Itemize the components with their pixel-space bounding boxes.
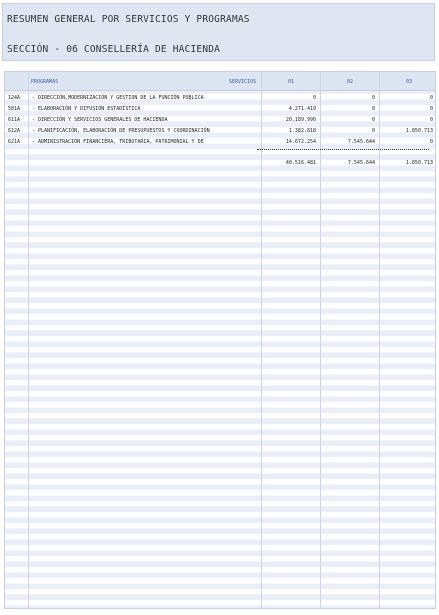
table-row — [5, 137, 435, 148]
column-divider — [379, 72, 380, 608]
value-03: 0 — [429, 117, 433, 123]
program-description: - PLANIFICACIÓN, ELABORACIÓN DE PRESUPUESTOS Y COORDINACIÓN — [32, 128, 210, 134]
value-03: 0 — [429, 106, 433, 112]
value-01: 1.382.818 — [288, 128, 316, 134]
program-code: 621A — [8, 139, 21, 145]
value-01: 0 — [312, 95, 316, 101]
table-row — [5, 126, 435, 137]
value-02: 0 — [371, 128, 375, 134]
table-header — [5, 72, 435, 91]
header-col-01: 01 — [288, 79, 295, 85]
header-servicios: SERVICIOS — [229, 79, 257, 85]
totals-row — [5, 158, 435, 169]
program-code: 124A — [8, 95, 21, 101]
value-02: 0 — [371, 95, 375, 101]
value-02: 0 — [371, 117, 375, 123]
value-01: 4.271.419 — [288, 106, 316, 112]
value-02: 0 — [371, 106, 375, 112]
program-description: - ELABORACIÓN Y DIFUSIÓN ESTADÍSTICA — [32, 106, 141, 112]
report-title: RESUMEN GENERAL POR SERVICIOS Y PROGRAMAS — [7, 14, 250, 25]
summary-table — [4, 71, 436, 609]
header-programas: PROGRAMAS — [31, 79, 59, 85]
table-row — [5, 104, 435, 115]
header-col-03: 03 — [406, 79, 413, 85]
total-02: 7.545.644 — [347, 160, 375, 166]
program-code: 612A — [8, 128, 21, 134]
value-01: 20.189.990 — [285, 117, 316, 123]
value-03: 1.850.713 — [405, 128, 433, 134]
table-row — [5, 115, 435, 126]
total-03: 1.850.713 — [405, 160, 433, 166]
column-divider — [320, 72, 321, 608]
value-03: 0 — [429, 95, 433, 101]
value-02: 7.545.644 — [347, 139, 375, 145]
header-col-02: 02 — [347, 79, 354, 85]
program-code: 611A — [8, 117, 21, 123]
value-01: 14.672.254 — [285, 139, 316, 145]
program-code: 581A — [8, 106, 21, 112]
program-description: - DIRECCIÓN,MODERNIZACIÓN Y GESTION DE LA FUNCIÓN PÚBLICA — [32, 95, 204, 101]
total-01: 40.516.481 — [285, 160, 316, 166]
section-title: SECCIÓN - 06 CONSELLERÍA DE HACIENDA — [7, 44, 221, 55]
column-divider — [28, 72, 29, 608]
report-header — [2, 3, 435, 61]
column-divider — [261, 72, 262, 608]
program-description: - DIRECCIÓN Y SERVICIOS GENERALES DE HACIENDA — [32, 117, 168, 123]
program-description: - ADMINISTRACIÓN FINANCIERA, TRIBUTARIA, PATRIMONIAL Y DE — [32, 139, 204, 145]
table-row — [5, 93, 435, 104]
value-03: 0 — [429, 139, 433, 145]
totals-separator — [257, 149, 429, 150]
